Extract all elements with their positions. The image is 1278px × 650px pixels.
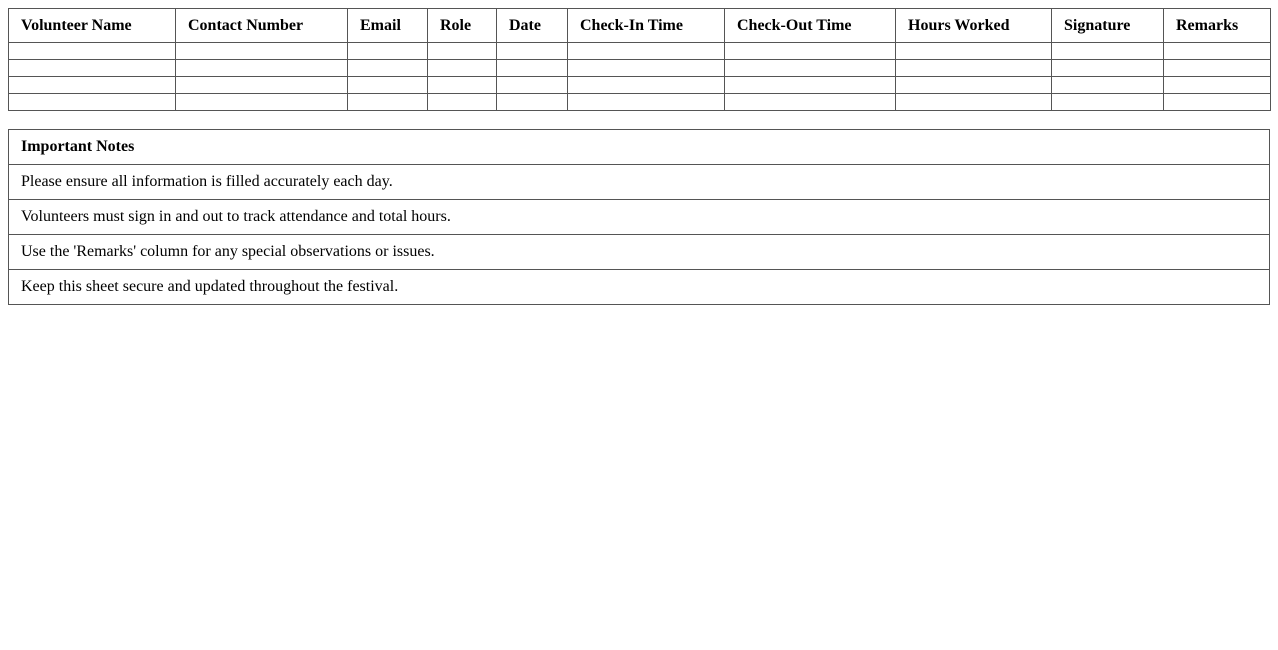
note-item: Please ensure all information is filled accurately each day. bbox=[9, 165, 1270, 200]
cell-role[interactable] bbox=[428, 60, 497, 77]
cell-signature[interactable] bbox=[1052, 60, 1164, 77]
cell-check-out-time[interactable] bbox=[725, 77, 896, 94]
note-row bbox=[9, 235, 1270, 270]
table-row bbox=[9, 43, 1271, 60]
cell-hours-worked[interactable] bbox=[896, 60, 1052, 77]
cell-email[interactable] bbox=[348, 77, 428, 94]
cell-check-in-time[interactable] bbox=[568, 94, 725, 111]
header-volunteer-name: Volunteer Name bbox=[9, 9, 176, 43]
note-item: Keep this sheet secure and updated throughout the festival. bbox=[9, 270, 1270, 305]
cell-check-out-time[interactable] bbox=[725, 43, 896, 60]
note-row bbox=[9, 165, 1270, 200]
note-item: Volunteers must sign in and out to track attendance and total hours. bbox=[9, 200, 1270, 235]
cell-check-out-time[interactable] bbox=[725, 60, 896, 77]
note-row bbox=[9, 270, 1270, 305]
cell-volunteer-name[interactable] bbox=[9, 60, 176, 77]
cell-remarks[interactable] bbox=[1164, 77, 1271, 94]
volunteer-sheet bbox=[8, 8, 1270, 305]
cell-remarks[interactable] bbox=[1164, 60, 1271, 77]
cell-hours-worked[interactable] bbox=[896, 94, 1052, 111]
cell-remarks[interactable] bbox=[1164, 94, 1271, 111]
cell-role[interactable] bbox=[428, 77, 497, 94]
cell-contact-number[interactable] bbox=[176, 77, 348, 94]
header-date: Date bbox=[497, 9, 568, 43]
cell-contact-number[interactable] bbox=[176, 60, 348, 77]
notes-title-row bbox=[9, 130, 1270, 165]
attendance-table bbox=[8, 8, 1271, 111]
cell-date[interactable] bbox=[497, 94, 568, 111]
cell-date[interactable] bbox=[497, 77, 568, 94]
header-hours-worked: Hours Worked bbox=[896, 9, 1052, 43]
cell-contact-number[interactable] bbox=[176, 94, 348, 111]
header-contact-number: Contact Number bbox=[176, 9, 348, 43]
cell-email[interactable] bbox=[348, 94, 428, 111]
table-row bbox=[9, 60, 1271, 77]
cell-contact-number[interactable] bbox=[176, 43, 348, 60]
header-role: Role bbox=[428, 9, 497, 43]
cell-hours-worked[interactable] bbox=[896, 43, 1052, 60]
cell-check-out-time[interactable] bbox=[725, 94, 896, 111]
cell-signature[interactable] bbox=[1052, 77, 1164, 94]
cell-email[interactable] bbox=[348, 43, 428, 60]
header-email: Email bbox=[348, 9, 428, 43]
header-remarks: Remarks bbox=[1164, 9, 1271, 43]
table-header-row bbox=[9, 9, 1271, 43]
header-signature: Signature bbox=[1052, 9, 1164, 43]
cell-signature[interactable] bbox=[1052, 43, 1164, 60]
cell-role[interactable] bbox=[428, 43, 497, 60]
table-row bbox=[9, 77, 1271, 94]
cell-check-in-time[interactable] bbox=[568, 77, 725, 94]
note-row bbox=[9, 200, 1270, 235]
notes-title: Important Notes bbox=[9, 130, 1270, 165]
table-row bbox=[9, 94, 1271, 111]
cell-hours-worked[interactable] bbox=[896, 77, 1052, 94]
cell-volunteer-name[interactable] bbox=[9, 77, 176, 94]
cell-volunteer-name[interactable] bbox=[9, 43, 176, 60]
header-check-out-time: Check-Out Time bbox=[725, 9, 896, 43]
cell-remarks[interactable] bbox=[1164, 43, 1271, 60]
cell-volunteer-name[interactable] bbox=[9, 94, 176, 111]
cell-date[interactable] bbox=[497, 43, 568, 60]
cell-check-in-time[interactable] bbox=[568, 60, 725, 77]
cell-signature[interactable] bbox=[1052, 94, 1164, 111]
cell-check-in-time[interactable] bbox=[568, 43, 725, 60]
cell-role[interactable] bbox=[428, 94, 497, 111]
header-check-in-time: Check-In Time bbox=[568, 9, 725, 43]
cell-email[interactable] bbox=[348, 60, 428, 77]
important-notes-table bbox=[8, 129, 1270, 305]
cell-date[interactable] bbox=[497, 60, 568, 77]
note-item: Use the 'Remarks' column for any special observations or issues. bbox=[9, 235, 1270, 270]
